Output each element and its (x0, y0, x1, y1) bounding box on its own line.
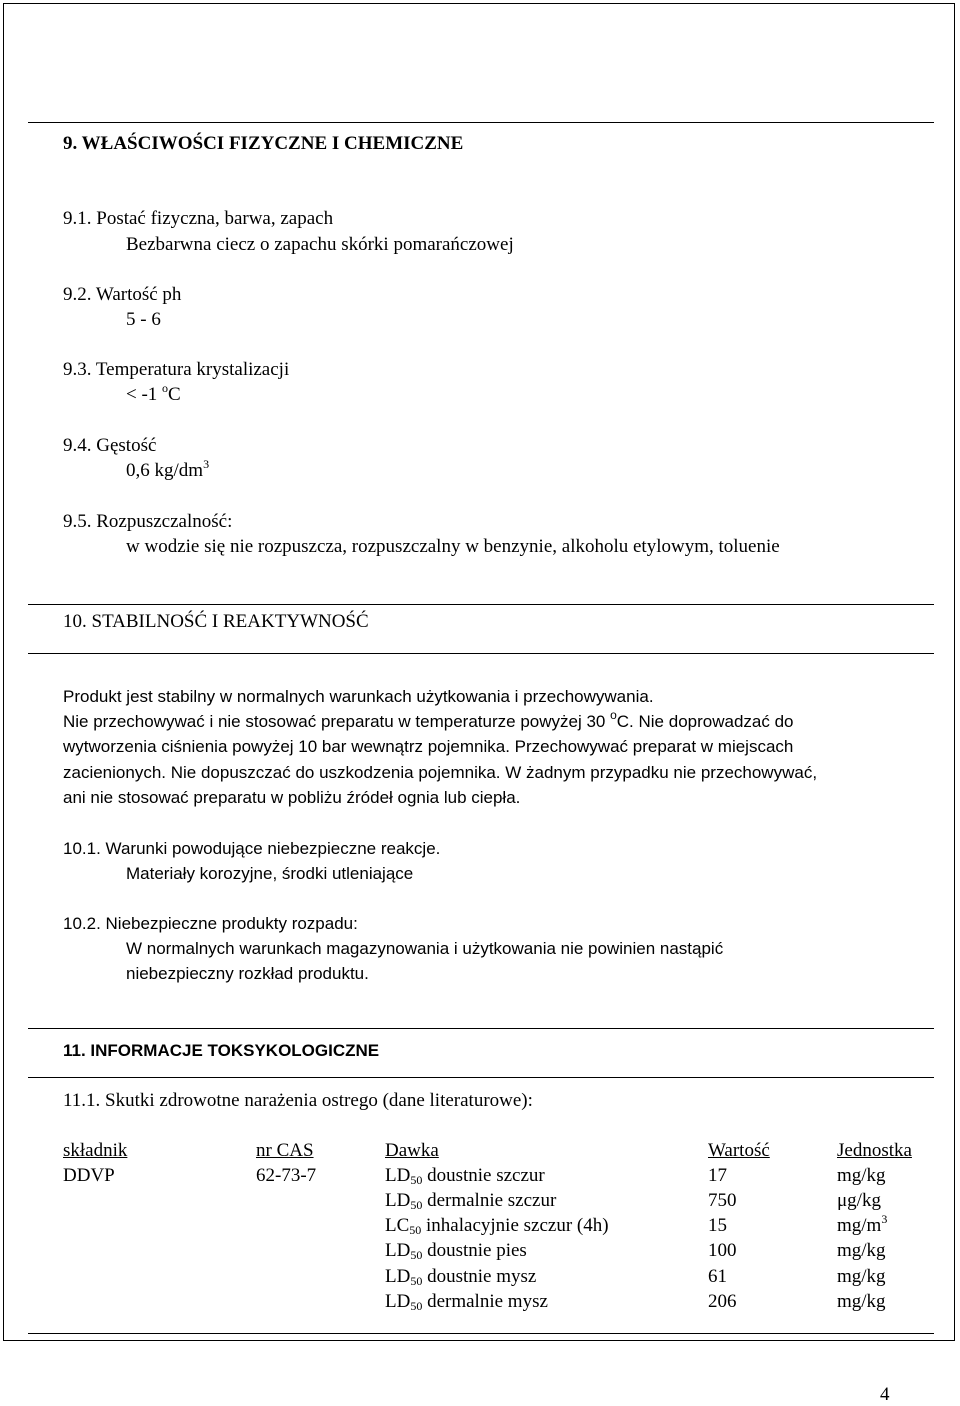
item-9-4-value: 0,6 $kg/dm^3$ (126, 457, 210, 481)
item-9-2-label: 9.2. Wartość ph (63, 284, 182, 305)
item-11-1-label: 11.1. Skutki zdrowotne narażenia ostrego (dane literaturowe): (63, 1090, 533, 1111)
s10-paragraph-line: Nie przechowywać i nie stosować preparatu w temperaturze powyżej 30 $^o$C. Nie doprowadzać do (63, 708, 794, 731)
item-10-1-value: Materiały korozyjne, środki utleniające (126, 864, 414, 883)
item-9-2-value: 5 - 6 (126, 309, 161, 330)
table-cell-unit: $mg/m^3$ (837, 1212, 888, 1236)
table-header-unit: Jednostka (837, 1140, 912, 1161)
item-9-1-value: Bezbarwna ciecz o zapachu skórki pomarańczowej (126, 234, 514, 255)
section-divider (28, 122, 934, 123)
table-cell-cas: 62-73-7 (256, 1165, 317, 1186)
table-cell-dose: $LD_{50}$ doustnie pies (385, 1240, 527, 1262)
table-header-cas: nr CAS (256, 1140, 314, 1161)
item-9-5-value: w wodzie się nie rozpuszcza, rozpuszczalny w benzynie, alkoholu etylowym, toluenie (126, 536, 780, 557)
s10-paragraph-line: wytworzenia ciśnienia powyżej 10 bar wewnątrz pojemnika. Przechowywać preparat w miejscach (63, 737, 794, 756)
table-cell-dose: $LD_{50}$ dermalnie szczur (385, 1190, 557, 1212)
item-9-1-label: 9.1. Postać fizyczna, barwa, zapach (63, 208, 334, 229)
item-9-3-label: 9.3. Temperatura krystalizacji (63, 359, 290, 380)
item-10-1-label: 10.1. Warunki powodujące niebezpieczne reakcje. (63, 839, 441, 858)
table-cell-value: 15 (708, 1215, 727, 1236)
table-cell-unit: mg/kg (837, 1240, 886, 1261)
section-10-heading: 10. STABILNOŚĆ I REAKTYWNOŚĆ (63, 611, 369, 632)
table-header-value: Wartość (708, 1140, 770, 1161)
section-divider (28, 604, 934, 605)
table-cell-dose: $LD_{50}$ dermalnie mysz (385, 1291, 548, 1313)
table-cell-value: 61 (708, 1266, 727, 1287)
table-cell-value: 206 (708, 1291, 737, 1312)
section-divider (28, 1333, 934, 1334)
item-9-3-value: < -1 $^o$C (126, 381, 181, 405)
section-11-heading: 11. INFORMACJE TOKSYKOLOGICZNE (63, 1041, 380, 1060)
table-cell-dose: $LC_{50}$ inhalacyjnie szczur (4h) (385, 1215, 609, 1237)
table-cell-unit: mg/kg (837, 1291, 886, 1312)
table-cell-dose: $LD_{50}$ doustnie mysz (385, 1266, 537, 1288)
s10-paragraph-line: Produkt jest stabilny w normalnych warunkach użytkowania i przechowywania. (63, 687, 654, 706)
page-number: 4 (880, 1384, 890, 1405)
section-9-heading: 9. WŁAŚCIWOŚCI FIZYCZNE I CHEMICZNE (63, 133, 464, 154)
item-10-2-value: niebezpieczny rozkład produktu. (126, 964, 369, 983)
page-frame (3, 3, 955, 1341)
s10-paragraph-line: zacienionych. Nie dopuszczać do uszkodzenia pojemnika. W żadnym przypadku nie przechowywać, (63, 763, 818, 782)
table-cell-unit: μg/kg (837, 1190, 881, 1211)
section-divider (28, 1028, 934, 1029)
section-divider (28, 1077, 934, 1078)
item-10-2-label: 10.2. Niebezpieczne produkty rozpadu: (63, 914, 358, 933)
table-cell-value: 17 (708, 1165, 727, 1186)
table-header-dose: Dawka (385, 1140, 439, 1161)
table-cell-unit: mg/kg (837, 1266, 886, 1287)
table-cell-value: 750 (708, 1190, 737, 1211)
item-10-2-value: W normalnych warunkach magazynowania i użytkowania nie powinien nastąpić (126, 939, 724, 958)
s10-paragraph-line: ani nie stosować preparatu w pobliżu źródeł ognia lub ciepła. (63, 788, 521, 807)
item-9-5-label: 9.5. Rozpuszczalność: (63, 511, 233, 532)
table-cell-value: 100 (708, 1240, 737, 1261)
table-cell-component: DDVP (63, 1165, 115, 1186)
item-9-4-label: 9.4. Gęstość (63, 435, 157, 456)
table-cell-unit: mg/kg (837, 1165, 886, 1186)
table-cell-dose: $LD_{50}$ doustnie szczur (385, 1165, 545, 1187)
table-header-component: składnik (63, 1140, 128, 1161)
section-divider (28, 653, 934, 654)
